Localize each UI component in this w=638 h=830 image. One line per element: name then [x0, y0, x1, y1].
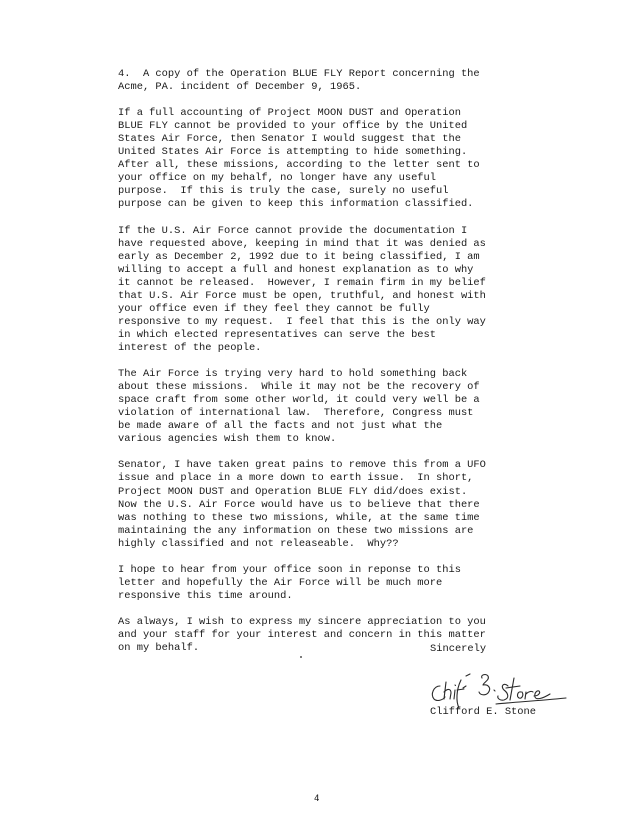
text-line: interest of the people. [118, 341, 262, 354]
text-line: be made aware of all the facts and not just what the [118, 420, 443, 433]
text-line: was nothing to these two missions, while, at the same time [118, 511, 480, 524]
text-line: After all, these missions, according to the letter sent to [118, 159, 480, 172]
paragraph-senator [118, 459, 558, 550]
text-line: purpose. If this is truly the case, surely no useful [118, 185, 449, 198]
text-line: that U.S. Air Force must be open, truthful, and honest with [118, 289, 486, 302]
text-line: various agencies wish them to know. [118, 433, 337, 446]
paragraph-documentation [118, 225, 558, 355]
closing-salutation: Sincerely [430, 643, 487, 655]
text-line: willing to accept a full and honest explanation as to why [118, 263, 474, 276]
text-line: As always, I wish to express my sincere appreciation to you [118, 615, 486, 628]
text-line: highly classified and not releaseable. Why?? [118, 537, 399, 550]
text-line: If the U.S. Air Force cannot provide the documentation I [118, 224, 468, 237]
text-line: early as December 2, 1992 due to it being classified, I am [118, 250, 480, 263]
text-line: If a full accounting of Project MOON DUST and Operation [118, 107, 461, 120]
page-number: 4 [314, 794, 320, 804]
text-line: 4. A copy of the Operation BLUE FLY Report concerning the [118, 68, 480, 80]
text-line: and your staff for your interest and concern in this matter [118, 629, 486, 642]
text-line: on my behalf. [118, 642, 200, 655]
text-line: in which elected representatives can serve the best [118, 328, 437, 341]
text-line: BLUE FLY cannot be provided to your office by the United [118, 120, 468, 133]
letter-body [118, 68, 558, 668]
paragraph-appreciation [118, 616, 558, 655]
text-line: space craft from some other world, it could very well be a [118, 394, 480, 407]
text-line: Acme, PA. incident of December 9, 1965. [118, 81, 362, 94]
text-line: your office on my behalf, no longer have any useful [118, 172, 437, 185]
text-line: your office even if they feel they cannot be fully [118, 302, 430, 315]
text-line: maintaining the any information on these two missions are [118, 524, 474, 537]
text-line: violation of international law. Therefore, Congress must [118, 407, 474, 420]
paragraph-item-4 [118, 68, 558, 94]
stray-mark [300, 656, 302, 658]
text-line: I hope to hear from your office soon in reponse to this [118, 563, 461, 576]
text-line: about these missions. While it may not be the recovery of [118, 381, 480, 394]
text-line: have requested above, keeping in mind that it was denied as [118, 237, 486, 250]
text-line: issue and place in a more down to earth issue. In short, [118, 472, 474, 485]
paragraph-hope [118, 564, 558, 603]
text-line: The Air Force is trying very hard to hold something back [118, 368, 468, 381]
text-line: purpose can be given to keep this information classified. [118, 198, 474, 211]
text-line: Now the U.S. Air Force would have us to believe that there [118, 498, 480, 511]
text-line: Project MOON DUST and Operation BLUE FLY did/does exist. [118, 485, 468, 498]
text-line: United States Air Force is attempting to hide something. [118, 146, 468, 159]
text-line: responsive this time around. [118, 589, 293, 602]
text-line: letter and hopefully the Air Force will be much more [118, 576, 443, 589]
paragraph-air-force [118, 368, 558, 446]
text-line: States Air Force, then Senator I would suggest that the [118, 133, 461, 146]
text-line: responsive to my request. I feel that this is the only way [118, 315, 486, 328]
text-line: Senator, I have taken great pains to remove this from a UFO [118, 459, 486, 472]
paragraph-accounting [118, 107, 558, 211]
handwritten-signature [426, 668, 576, 710]
signer-name: Clifford E. Stone [430, 706, 537, 718]
text-line: it cannot be released. However, I remain firm in my belief [118, 276, 486, 289]
